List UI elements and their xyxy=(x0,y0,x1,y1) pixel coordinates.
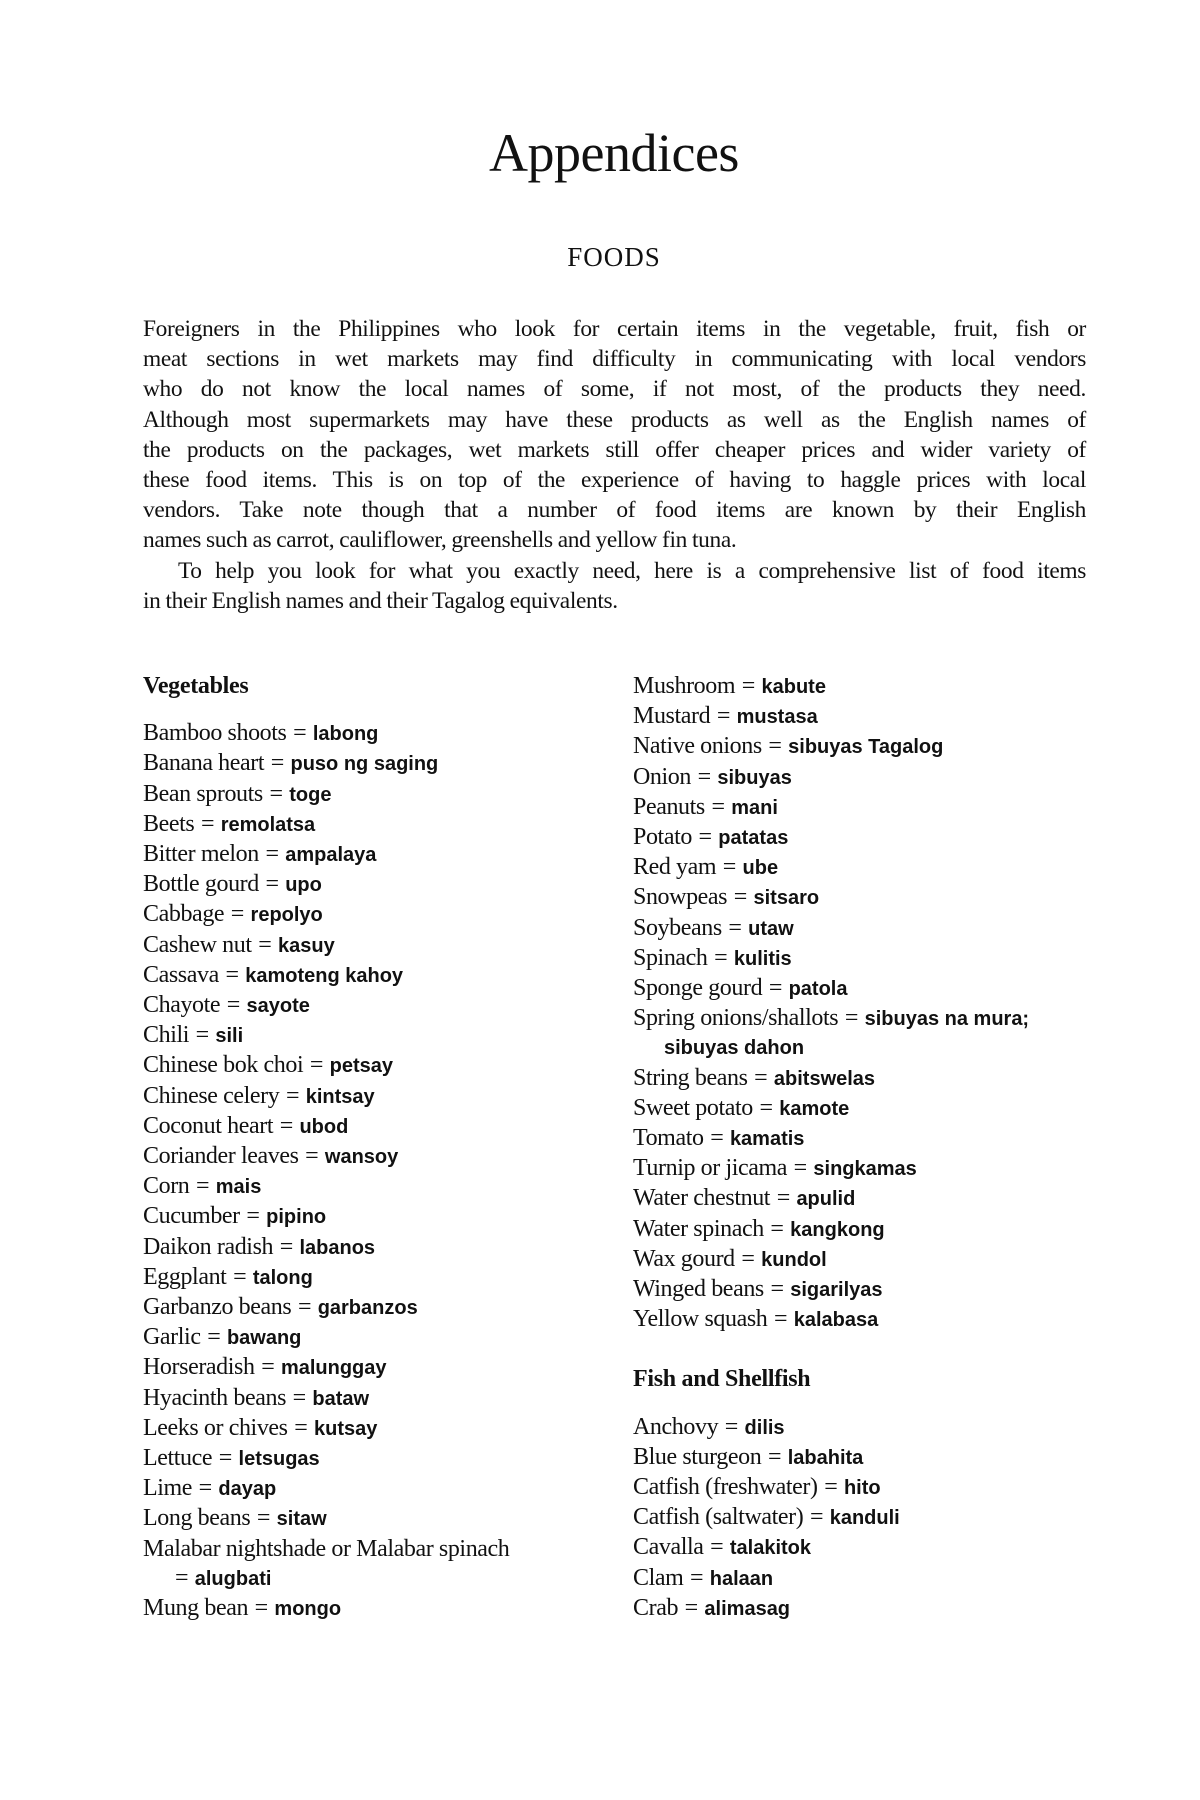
intro-line: these food items. This is on top of the experience of having to haggle prices with local xyxy=(143,466,1086,493)
english-term: Lettuce xyxy=(143,1445,213,1472)
glossary-entry xyxy=(633,823,1088,853)
glossary-entry xyxy=(143,840,598,870)
equals-sign: = xyxy=(776,1185,790,1212)
tagalog-term: petsay xyxy=(329,1055,393,1078)
glossary-entry xyxy=(633,1124,1088,1154)
glossary-entry xyxy=(633,1064,1088,1094)
english-term: Sponge gourd xyxy=(633,975,763,1002)
tagalog-term: sigarilyas xyxy=(790,1279,883,1302)
english-term: Chayote xyxy=(143,992,221,1019)
glossary-entry xyxy=(633,974,1088,1004)
glossary-entry xyxy=(143,1202,598,1232)
english-term: Cassava xyxy=(143,961,219,988)
glossary-entry xyxy=(633,793,1088,823)
intro-line: names such as carrot, cauliflower, greenshells and yellow fin tuna. xyxy=(143,527,737,554)
equals-sign: = xyxy=(768,733,782,760)
glossary-entry xyxy=(633,1594,1088,1624)
equals-sign: = xyxy=(294,1414,308,1441)
english-term: Corn xyxy=(143,1173,190,1200)
glossary-entry xyxy=(633,1184,1088,1214)
glossary-entry xyxy=(143,1384,598,1414)
glossary-entry xyxy=(633,1245,1088,1275)
english-term: Mustard xyxy=(633,703,711,730)
equals-sign: = xyxy=(824,1474,838,1501)
right-column xyxy=(633,672,1088,1624)
english-term: Soybeans xyxy=(633,914,722,941)
english-term: Horseradish xyxy=(143,1354,255,1381)
equals-sign: = xyxy=(844,1005,858,1032)
equals-sign: = xyxy=(230,901,244,928)
english-term: Malabar nightshade or Malabar spinach xyxy=(143,1535,510,1562)
english-term: Catfish (freshwater) xyxy=(633,1474,818,1501)
glossary-entry xyxy=(143,900,598,930)
tagalog-term: ube xyxy=(742,857,779,880)
glossary-entry xyxy=(633,732,1088,762)
tagalog-term: sitaw xyxy=(276,1508,327,1531)
glossary-entry xyxy=(633,1443,1088,1473)
english-term: Red yam xyxy=(633,854,717,881)
equals-sign: = xyxy=(218,1445,232,1472)
glossary-entry xyxy=(633,1154,1088,1184)
english-term: Bitter melon xyxy=(143,841,259,867)
tagalog-term: kanduli xyxy=(829,1507,900,1530)
tagalog-term: singkamas xyxy=(813,1158,917,1181)
english-term: Bamboo shoots xyxy=(143,720,287,747)
glossary-entry xyxy=(143,1293,598,1323)
glossary-entry xyxy=(633,1533,1088,1563)
equals-sign: = xyxy=(714,944,728,971)
equals-sign: = xyxy=(733,884,747,911)
glossary-entry xyxy=(143,961,598,991)
equals-sign: = xyxy=(698,824,712,851)
vegetables-list-part-2 xyxy=(633,672,1088,1335)
equals-sign: = xyxy=(265,871,279,898)
english-term: Snowpeas xyxy=(633,884,728,911)
tagalog-term: hito xyxy=(843,1477,881,1500)
english-term: Spring onions/shallots xyxy=(633,1005,839,1032)
entry-continuation xyxy=(143,1564,598,1594)
english-term: Coriander leaves xyxy=(143,1143,299,1170)
glossary-entry xyxy=(143,1082,598,1112)
english-term: Chinese celery xyxy=(143,1082,280,1109)
vegetables-list-part-1 xyxy=(143,719,598,1624)
glossary-entry xyxy=(633,883,1088,913)
equals-sign: = xyxy=(196,1173,210,1200)
equals-sign: = xyxy=(246,1203,260,1230)
english-term: Mung bean xyxy=(143,1595,249,1622)
tagalog-term: kundol xyxy=(761,1248,827,1271)
tagalog-term: sayote xyxy=(246,995,310,1018)
tagalog-term: kangkong xyxy=(790,1218,885,1241)
english-term: Turnip or jicama xyxy=(633,1155,788,1182)
glossary-entry xyxy=(143,1233,598,1263)
english-term: Beets xyxy=(143,810,195,837)
glossary-entry xyxy=(633,763,1088,793)
english-term: Clam xyxy=(633,1564,684,1591)
english-term: Long beans xyxy=(143,1505,251,1532)
glossary-entry xyxy=(633,1413,1088,1443)
english-term: Blue sturgeon xyxy=(633,1443,762,1470)
tagalog-term: bawang xyxy=(226,1327,302,1350)
english-term: Chili xyxy=(143,1022,190,1049)
intro-text xyxy=(143,314,1086,616)
tagalog-term: labanos xyxy=(299,1236,376,1259)
equals-sign: = xyxy=(256,1505,271,1532)
english-term: Bottle gourd xyxy=(143,871,259,898)
equals-sign: = xyxy=(710,1125,724,1152)
glossary-entry xyxy=(143,1051,598,1081)
glossary-entry xyxy=(143,991,598,1021)
english-term: Water spinach xyxy=(633,1215,764,1242)
section-title: FOODS xyxy=(567,242,661,272)
glossary-entry xyxy=(143,1353,598,1383)
english-term: Winged beans xyxy=(633,1276,764,1303)
glossary-entry xyxy=(143,1535,598,1594)
equals-sign: = xyxy=(309,1052,323,1079)
tagalog-term-continuation: sibuyas dahon xyxy=(664,1037,805,1060)
english-term: Chinese bok choi xyxy=(143,1052,304,1079)
equals-sign: = xyxy=(710,1534,724,1561)
intro-line: Although most supermarkets may have these products as well as the English names of xyxy=(143,406,1086,433)
tagalog-term: alugbati xyxy=(194,1567,272,1590)
tagalog-term: sibuyas Tagalog xyxy=(788,736,944,759)
glossary-entry xyxy=(633,672,1088,702)
english-term: Spinach xyxy=(633,944,708,971)
glossary-entry xyxy=(143,1172,598,1202)
english-term: Cavalla xyxy=(633,1534,704,1561)
intro-line: meat sections in wet markets may find difficulty in communicating with local vendors xyxy=(143,346,1086,373)
english-term: Cabbage xyxy=(143,901,225,928)
tagalog-term: kabute xyxy=(761,676,826,698)
tagalog-term: wansoy xyxy=(324,1146,399,1169)
equals-sign: = xyxy=(207,1324,221,1351)
glossary-entry xyxy=(143,1444,598,1474)
glossary-entry xyxy=(143,1474,598,1504)
equals-sign: = xyxy=(225,961,239,988)
tagalog-term: abitswelas xyxy=(773,1067,876,1090)
equals-sign: = xyxy=(285,1082,300,1109)
glossary-entry xyxy=(143,719,598,749)
english-term: Sweet potato xyxy=(633,1094,753,1121)
english-term: Water chestnut xyxy=(633,1185,771,1212)
tagalog-term: utaw xyxy=(748,917,794,940)
english-term: Onion xyxy=(633,763,692,790)
tagalog-term: kasuy xyxy=(278,934,335,957)
glossary-entry xyxy=(633,1275,1088,1305)
english-term: Native onions xyxy=(633,733,762,760)
glossary-entry xyxy=(143,1142,598,1172)
equals-sign: = xyxy=(684,1594,698,1621)
english-term: Hyacinth beans xyxy=(143,1384,287,1411)
tagalog-term: kintsay xyxy=(305,1085,375,1108)
glossary-entry xyxy=(143,1323,598,1353)
tagalog-term: labahita xyxy=(787,1446,864,1469)
english-term: Cashew nut xyxy=(143,931,252,958)
tagalog-term: kulitis xyxy=(733,947,792,970)
english-term: Garbanzo beans xyxy=(143,1294,292,1321)
glossary-entry xyxy=(143,1263,598,1293)
glossary-entry xyxy=(143,1021,598,1051)
glossary-entry xyxy=(143,1594,598,1624)
tagalog-term: kamatis xyxy=(729,1128,805,1151)
equals-sign: = xyxy=(697,763,711,790)
english-term: Mushroom xyxy=(633,673,736,699)
vegetables-heading: Vegetables xyxy=(143,673,249,699)
tagalog-term: upo xyxy=(285,874,322,897)
tagalog-term: letsugas xyxy=(238,1448,320,1471)
glossary-entry xyxy=(143,931,598,961)
intro-line: To help you look for what you exactly need, here is a comprehensive list of food items xyxy=(178,557,1086,584)
left-column xyxy=(143,672,598,1624)
equals-sign: = xyxy=(258,931,272,958)
equals-sign: = xyxy=(226,992,240,1019)
equals-sign: = xyxy=(269,780,283,807)
tagalog-term: kutsay xyxy=(313,1417,378,1440)
english-term: String beans xyxy=(633,1064,748,1091)
english-term: Wax gourd xyxy=(633,1245,735,1272)
english-term: Bean sprouts xyxy=(143,780,263,807)
equals-sign: = xyxy=(768,975,782,1002)
tagalog-term: remolatsa xyxy=(220,813,316,836)
equals-sign: = xyxy=(198,1475,212,1502)
equals-sign: = xyxy=(292,1384,306,1411)
glossary-entry xyxy=(143,780,598,810)
glossary-entry xyxy=(633,1305,1088,1335)
equals-sign: = xyxy=(728,914,742,941)
equals-sign: = xyxy=(741,673,755,699)
equals-sign: = xyxy=(759,1094,773,1121)
equals-sign: = xyxy=(254,1595,268,1622)
tagalog-term: sitsaro xyxy=(753,887,820,910)
tagalog-term: malunggay xyxy=(280,1357,387,1380)
equals-sign: = xyxy=(690,1564,704,1591)
tagalog-term: pipino xyxy=(266,1206,327,1229)
equals-sign: = xyxy=(716,703,730,730)
tagalog-term: mais xyxy=(215,1176,262,1199)
intro-line: who do not know the local names of some, if not most, of the products they need. xyxy=(143,376,1086,403)
equals-sign: = xyxy=(741,1245,755,1272)
tagalog-term: garbanzos xyxy=(317,1297,418,1320)
equals-sign: = xyxy=(793,1155,807,1182)
glossary-entry xyxy=(633,944,1088,974)
english-term: Cucumber xyxy=(143,1203,240,1230)
glossary-entry xyxy=(143,1504,598,1534)
tagalog-term: toge xyxy=(289,783,332,806)
tagalog-term: mustasa xyxy=(736,706,818,729)
english-term: Coconut heart xyxy=(143,1112,274,1139)
english-term: Lime xyxy=(143,1475,193,1502)
tagalog-term: apulid xyxy=(796,1188,856,1211)
english-term: Banana heart xyxy=(143,750,265,777)
equals-sign: = xyxy=(770,1276,784,1303)
tagalog-term: labong xyxy=(312,723,379,746)
intro-line: the products on the packages, wet markets still offer cheaper prices and wider variety of xyxy=(143,436,1086,463)
intro-paragraph-1 xyxy=(143,314,1086,556)
equals-sign: = xyxy=(754,1064,768,1091)
intro-line: vendors. Take note though that a number of food items are known by their English xyxy=(143,497,1086,524)
equals-sign: = xyxy=(265,841,279,867)
tagalog-term: puso ng saging xyxy=(290,753,439,776)
tagalog-term: sili xyxy=(215,1025,244,1048)
english-term: Crab xyxy=(633,1594,679,1621)
tagalog-term: mongo xyxy=(274,1598,342,1621)
tagalog-term: ubod xyxy=(299,1115,349,1138)
tagalog-term: sibuyas xyxy=(717,766,792,789)
intro-paragraph-2 xyxy=(143,556,1086,616)
glossary-entry xyxy=(633,914,1088,944)
equals-sign: = xyxy=(297,1294,312,1321)
equals-sign: = xyxy=(774,1306,788,1333)
tagalog-term: bataw xyxy=(312,1387,370,1410)
tagalog-term: patatas xyxy=(718,827,789,850)
tagalog-term: mani xyxy=(731,796,778,819)
glossary-entry xyxy=(633,1004,1088,1063)
tagalog-term: halaan xyxy=(709,1567,774,1590)
equals-sign: = xyxy=(270,750,284,777)
page-title: Appendices xyxy=(489,123,739,183)
english-term: Anchovy xyxy=(633,1413,719,1440)
tagalog-term: talakitok xyxy=(729,1537,812,1560)
equals-sign: = xyxy=(279,1112,293,1139)
english-term: Tomato xyxy=(633,1125,704,1152)
english-term: Leeks or chives xyxy=(143,1414,288,1441)
intro-line: Foreigners in the Philippines who look for certain items in the vegetable, fruit, fish or xyxy=(143,316,1086,342)
english-term: Peanuts xyxy=(633,793,705,820)
tagalog-term: patola xyxy=(788,978,848,1001)
glossary-entry xyxy=(633,1094,1088,1124)
fish-and-shellfish-heading: Fish and Shellfish xyxy=(633,1366,811,1393)
tagalog-term: repolyo xyxy=(250,904,323,927)
tagalog-term: kamote xyxy=(779,1097,850,1120)
glossary-entry xyxy=(633,1473,1088,1503)
glossary-entry xyxy=(143,749,598,779)
glossary-entry xyxy=(143,1112,598,1142)
glossary-entry xyxy=(633,853,1088,883)
glossary-entry xyxy=(143,810,598,840)
equals-sign: = xyxy=(200,810,215,837)
equals-sign: = xyxy=(279,1233,293,1260)
equals-sign: = xyxy=(175,1564,189,1591)
english-term: Eggplant xyxy=(143,1263,227,1290)
english-term: Catfish (saltwater) xyxy=(633,1504,804,1531)
glossary-entry xyxy=(633,1215,1088,1245)
equals-sign: = xyxy=(724,1413,738,1440)
equals-sign: = xyxy=(809,1504,824,1531)
equals-sign: = xyxy=(722,854,736,881)
tagalog-term: kamoteng kahoy xyxy=(245,964,404,987)
glossary-entry xyxy=(143,1414,598,1444)
equals-sign: = xyxy=(261,1354,275,1381)
equals-sign: = xyxy=(770,1215,784,1242)
glossary-entry xyxy=(633,702,1088,732)
glossary-entry xyxy=(143,870,598,900)
tagalog-term: kalabasa xyxy=(793,1309,879,1332)
english-term: Potato xyxy=(633,824,692,851)
equals-sign: = xyxy=(293,720,307,747)
intro-line: in their English names and their Tagalog equivalents. xyxy=(143,587,618,614)
tagalog-term: dayap xyxy=(218,1478,277,1501)
tagalog-term: talong xyxy=(252,1266,313,1289)
equals-sign: = xyxy=(711,793,725,820)
fish-and-shellfish-list xyxy=(633,1413,1088,1624)
tagalog-term: dilis xyxy=(744,1416,785,1439)
equals-sign: = xyxy=(767,1443,782,1470)
english-term: Daikon radish xyxy=(143,1233,274,1260)
tagalog-term: ampalaya xyxy=(285,844,377,866)
tagalog-term: sibuyas na mura; xyxy=(864,1008,1030,1031)
glossary-entry xyxy=(633,1503,1088,1533)
glossary-entry xyxy=(633,1564,1088,1594)
equals-sign: = xyxy=(305,1143,319,1170)
tagalog-term: alimasag xyxy=(704,1597,791,1620)
english-term: Yellow squash xyxy=(633,1306,768,1333)
equals-sign: = xyxy=(195,1022,209,1049)
english-term: Garlic xyxy=(143,1324,201,1351)
equals-sign: = xyxy=(233,1263,247,1290)
